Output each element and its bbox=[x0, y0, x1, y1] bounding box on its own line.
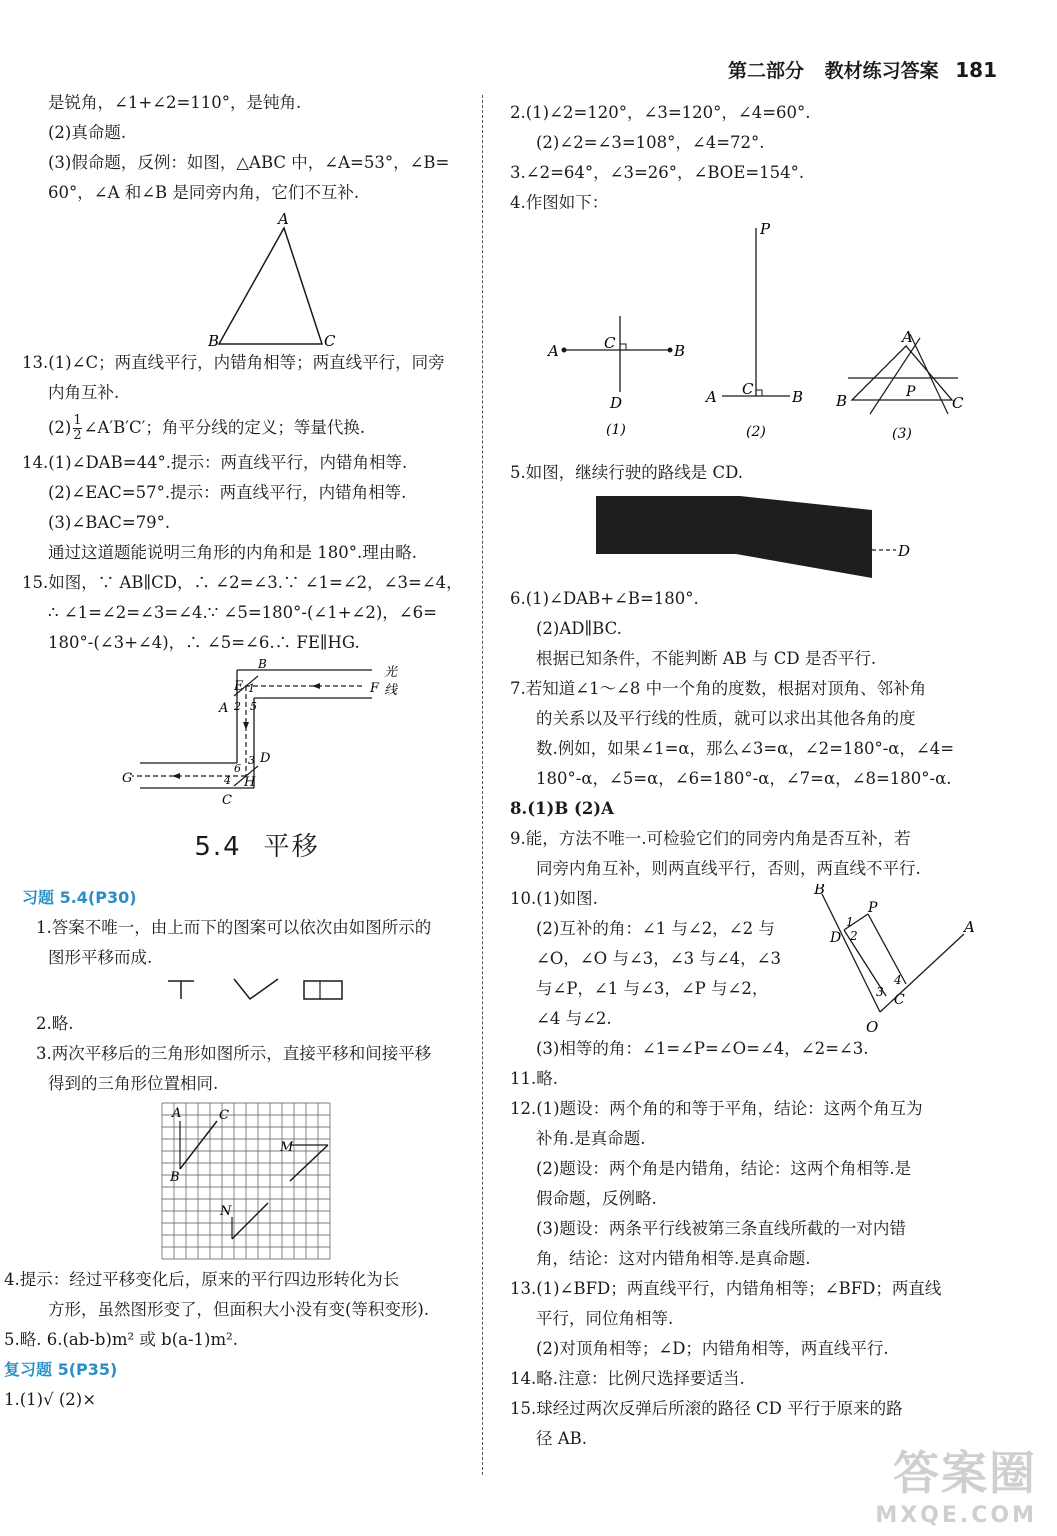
grid-label-m: M bbox=[280, 1140, 294, 1155]
answer-line: 180°-α，∠5=α，∠6=180°-α，∠7=α，∠8=180°-α. bbox=[536, 769, 952, 788]
fig3-label-p: P bbox=[906, 384, 916, 400]
answer-line: (2)∠EAC=57°.提示：两直线平行，内错角相等. bbox=[48, 483, 407, 502]
exercise-heading: 习题 5.4(P30) bbox=[22, 888, 137, 907]
light-label-h: H bbox=[244, 775, 256, 790]
light-label-guang: 光 bbox=[384, 665, 398, 680]
answer-line: 13.(1)∠BFD；两直线平行，内错角相等；∠BFD；两直线 bbox=[510, 1279, 942, 1298]
fig2-caption: (2) bbox=[746, 424, 766, 440]
answer-line: (2)真命题. bbox=[48, 123, 127, 142]
answer-line: 1.答案不唯一，由上而下的图案可以依次由如图所示的 bbox=[36, 918, 432, 937]
light-label-e: E bbox=[234, 679, 244, 694]
light-label-6: 6 bbox=[234, 762, 241, 775]
section-name: 平移 bbox=[263, 832, 320, 862]
fraction-numerator: 1 bbox=[73, 413, 82, 428]
answer-line: 15.球经过两次反弹后所滚的路径 CD 平行于原来的路 bbox=[510, 1399, 903, 1418]
answer-line: 2.(1)∠2=120°，∠3=120°，∠4=60°. bbox=[510, 103, 811, 122]
answer-line: 通过这道题能说明三角形的内角和是 180°.理由略. bbox=[48, 543, 417, 562]
triangle-figure bbox=[22, 208, 492, 348]
grid-label-n: N bbox=[220, 1204, 232, 1219]
q10-block bbox=[510, 884, 980, 1064]
light-label-3: 3 bbox=[248, 754, 255, 767]
answer-line: 60°，∠A 和∠B 是同旁内角，它们不互补. bbox=[48, 183, 360, 202]
section-title bbox=[22, 826, 492, 863]
watermark-logo: 答案圈 bbox=[893, 1446, 1037, 1500]
answer-line: 1.(1)√ (2)× bbox=[4, 1390, 97, 1409]
light-label-2: 2 bbox=[234, 700, 241, 713]
light-label-1: 1 bbox=[248, 682, 255, 695]
answer-line: 4.提示：经过平移变化后，原来的平行四边形转化为长 bbox=[4, 1270, 400, 1289]
answer-line: 3.两次平移后的三角形如图所示，直接平移和间接平移 bbox=[36, 1044, 432, 1063]
answer-line: (2)对顶角相等；∠D；内错角相等，两直线平行. bbox=[536, 1339, 889, 1358]
answer-line: 9.能，方法不唯一.可检验它们的同旁内角是否互补，若 bbox=[510, 829, 911, 848]
answer-line: 与∠P，∠1 与∠3，∠P 与∠2， bbox=[536, 979, 769, 998]
fig3-label-c: C bbox=[952, 394, 964, 412]
fig2-label-a: A bbox=[706, 388, 717, 406]
fig10-label-a: A bbox=[964, 918, 975, 936]
fig3-caption: (3) bbox=[892, 426, 912, 442]
answer-line: 数.例如，如果∠1=α，那么∠3=α，∠2=180°-α，∠4= bbox=[536, 739, 955, 758]
answer-line: 图形平移而成. bbox=[48, 948, 153, 967]
grid-label-c: C bbox=[219, 1108, 229, 1123]
answer-line: 8.(1)B (2)A bbox=[510, 799, 614, 818]
answer-line: 的关系以及平行线的性质，就可以求出其他各角的度 bbox=[536, 709, 916, 728]
answer-line: 7.若知道∠1～∠8 中一个角的度数，根据对顶角、邻补角 bbox=[510, 679, 927, 698]
fraction-denominator: 2 bbox=[73, 428, 82, 443]
answer-line: 11.略. bbox=[510, 1069, 558, 1088]
answer-line: ∠O，∠O 与∠3，∠3 与∠4，∠3 bbox=[536, 949, 781, 968]
fraction-prefix: (2) bbox=[48, 418, 72, 437]
answer-line-fraction bbox=[22, 408, 492, 448]
fig1-caption: (1) bbox=[606, 422, 626, 438]
construction-figures bbox=[510, 218, 980, 458]
triangle-label-a: A bbox=[278, 210, 289, 228]
answer-line: 根据已知条件，不能判断 AB 与 CD 是否平行. bbox=[536, 649, 877, 668]
answer-line: 5.略. 6.(ab-b)m² 或 b(a-1)m². bbox=[4, 1330, 238, 1349]
answer-line: (2)题设：两个角是内错角，结论：这两个角相等.是 bbox=[536, 1159, 912, 1178]
fraction-suffix: ∠A′B′C′；角平分线的定义；等量代换. bbox=[83, 418, 366, 437]
answer-line: (2)AD∥BC. bbox=[536, 619, 622, 638]
answer-line: 13.(1)∠C；两直线平行，内错角相等；两直线平行，同旁 bbox=[22, 353, 445, 372]
answer-line: 180°-(∠3+∠4)，∴ ∠5=∠6.∴ FE∥HG. bbox=[48, 633, 360, 652]
fig10-label-4: 4 bbox=[894, 973, 902, 987]
page-header bbox=[728, 56, 997, 83]
answer-line: 3.∠2=64°，∠3=26°，∠BOE=154°. bbox=[510, 163, 805, 182]
fig10-label-o: O bbox=[866, 1018, 879, 1034]
answer-line: 方形，虽然图形变了，但面积大小没有变(等积变形). bbox=[48, 1300, 430, 1319]
answer-line: (3)∠BAC=79°. bbox=[48, 513, 171, 532]
angle-figure bbox=[806, 884, 980, 1034]
answer-line: 得到的三角形位置相同. bbox=[48, 1074, 219, 1093]
answer-line: 径 AB. bbox=[536, 1429, 588, 1448]
answer-line: 14.(1)∠DAB=44°.提示：两直线平行，内错角相等. bbox=[22, 453, 408, 472]
answer-line: 14.略.注意：比例尺选择要适当. bbox=[510, 1369, 745, 1388]
fig10-label-1: 1 bbox=[846, 915, 854, 929]
page-number: 181 bbox=[955, 58, 997, 82]
triangle-label-c: C bbox=[324, 332, 336, 348]
road-figure bbox=[510, 488, 980, 584]
answer-line: 15.如图，∵ AB∥CD，∴ ∠2=∠3.∵ ∠1=∠2，∠3=∠4， bbox=[22, 573, 463, 592]
watermark bbox=[875, 1437, 1037, 1528]
fig1-label-b: B bbox=[674, 342, 686, 360]
right-column bbox=[510, 98, 980, 1454]
answer-line: ∠4 与∠2. bbox=[536, 1009, 612, 1028]
left-column bbox=[4, 88, 492, 1415]
fig2-label-p: P bbox=[760, 220, 771, 238]
fig1-label-a: A bbox=[548, 342, 559, 360]
fig10-label-c: C bbox=[894, 992, 905, 1008]
answer-line: 4.作图如下： bbox=[510, 193, 609, 212]
answer-line: 同旁内角互补，则两直线平行，否则，两直线不平行. bbox=[536, 859, 921, 878]
answer-line: 内角互补. bbox=[48, 383, 120, 402]
light-label-f: F bbox=[370, 681, 380, 696]
translation-shapes-figure bbox=[22, 973, 492, 1009]
grid-label-b: B bbox=[170, 1170, 180, 1185]
light-label-4: 4 bbox=[224, 774, 231, 787]
light-label-a: A bbox=[219, 701, 229, 716]
answer-line: 是锐角，∠1+∠2=110°，是钝角. bbox=[48, 93, 302, 112]
answer-line: (2)∠2=∠3=108°，∠4=72°. bbox=[536, 133, 765, 152]
fraction-half bbox=[73, 414, 81, 443]
fig1-label-c: C bbox=[604, 334, 616, 352]
answer-line: 假命题，反例略. bbox=[536, 1189, 657, 1208]
answer-line: 2.略. bbox=[36, 1014, 74, 1033]
answer-line: 平行，同位角相等. bbox=[536, 1309, 674, 1328]
answer-line: (2)互补的角：∠1 与∠2，∠2 与 bbox=[536, 919, 775, 938]
exercise-heading: 复习题 5(P35) bbox=[4, 1360, 118, 1379]
answer-line: 12.(1)题设：两个角的和等于平角，结论：这两个角互为 bbox=[510, 1099, 923, 1118]
answer-line: 5.如图，继续行驶的路线是 CD. bbox=[510, 463, 743, 482]
header-section: 第二部分 bbox=[727, 60, 804, 82]
grid-label-a: A bbox=[172, 1106, 182, 1121]
answer-line: (3)相等的角：∠1=∠P=∠O=∠4，∠2=∠3. bbox=[536, 1039, 869, 1058]
fig10-label-p: P bbox=[868, 900, 878, 916]
triangle-label-b: B bbox=[208, 332, 220, 348]
answer-line: 10.(1)如图. bbox=[510, 889, 598, 908]
fig10-label-3: 3 bbox=[876, 985, 884, 999]
answer-line: (3)假命题，反例：如图，△ABC 中，∠A=53°，∠B= bbox=[48, 153, 450, 172]
fig2-label-b: B bbox=[792, 388, 804, 406]
light-label-g: G bbox=[122, 771, 133, 786]
fig2-label-c: C bbox=[742, 380, 754, 398]
header-subtitle: 教材练习答案 bbox=[824, 60, 939, 82]
fig10-label-b: B bbox=[814, 884, 826, 898]
light-label-b: B bbox=[258, 658, 267, 671]
fig3-label-b: B bbox=[836, 392, 848, 410]
light-path-figure bbox=[22, 658, 492, 808]
answer-line: 补角.是真命题. bbox=[536, 1129, 646, 1148]
fig10-label-d: D bbox=[830, 930, 842, 946]
answer-line: 角，结论：这对内错角相等.是真命题. bbox=[536, 1249, 811, 1268]
light-label-xian: 线 bbox=[384, 683, 398, 698]
answer-line: 6.(1)∠DAB+∠B=180°. bbox=[510, 589, 699, 608]
light-label-c: C bbox=[222, 793, 232, 808]
answer-line: (3)题设：两条平行线被第三条直线所截的一对内错 bbox=[536, 1219, 906, 1238]
fig3-label-a: A bbox=[902, 328, 913, 346]
section-number: 5.4 bbox=[194, 832, 242, 862]
light-label-d: D bbox=[260, 751, 271, 766]
answer-line: ∴ ∠1=∠2=∠3=∠4.∵ ∠5=180°-(∠1+∠2)，∠6= bbox=[48, 603, 437, 622]
watermark-url: MXQE.COM bbox=[875, 1503, 1037, 1528]
road-label-d: D bbox=[898, 542, 911, 560]
fig10-label-2: 2 bbox=[850, 929, 858, 943]
grid-translation-figure bbox=[22, 1099, 492, 1265]
light-label-5: 5 bbox=[250, 700, 257, 713]
fig1-label-d: D bbox=[610, 394, 623, 412]
